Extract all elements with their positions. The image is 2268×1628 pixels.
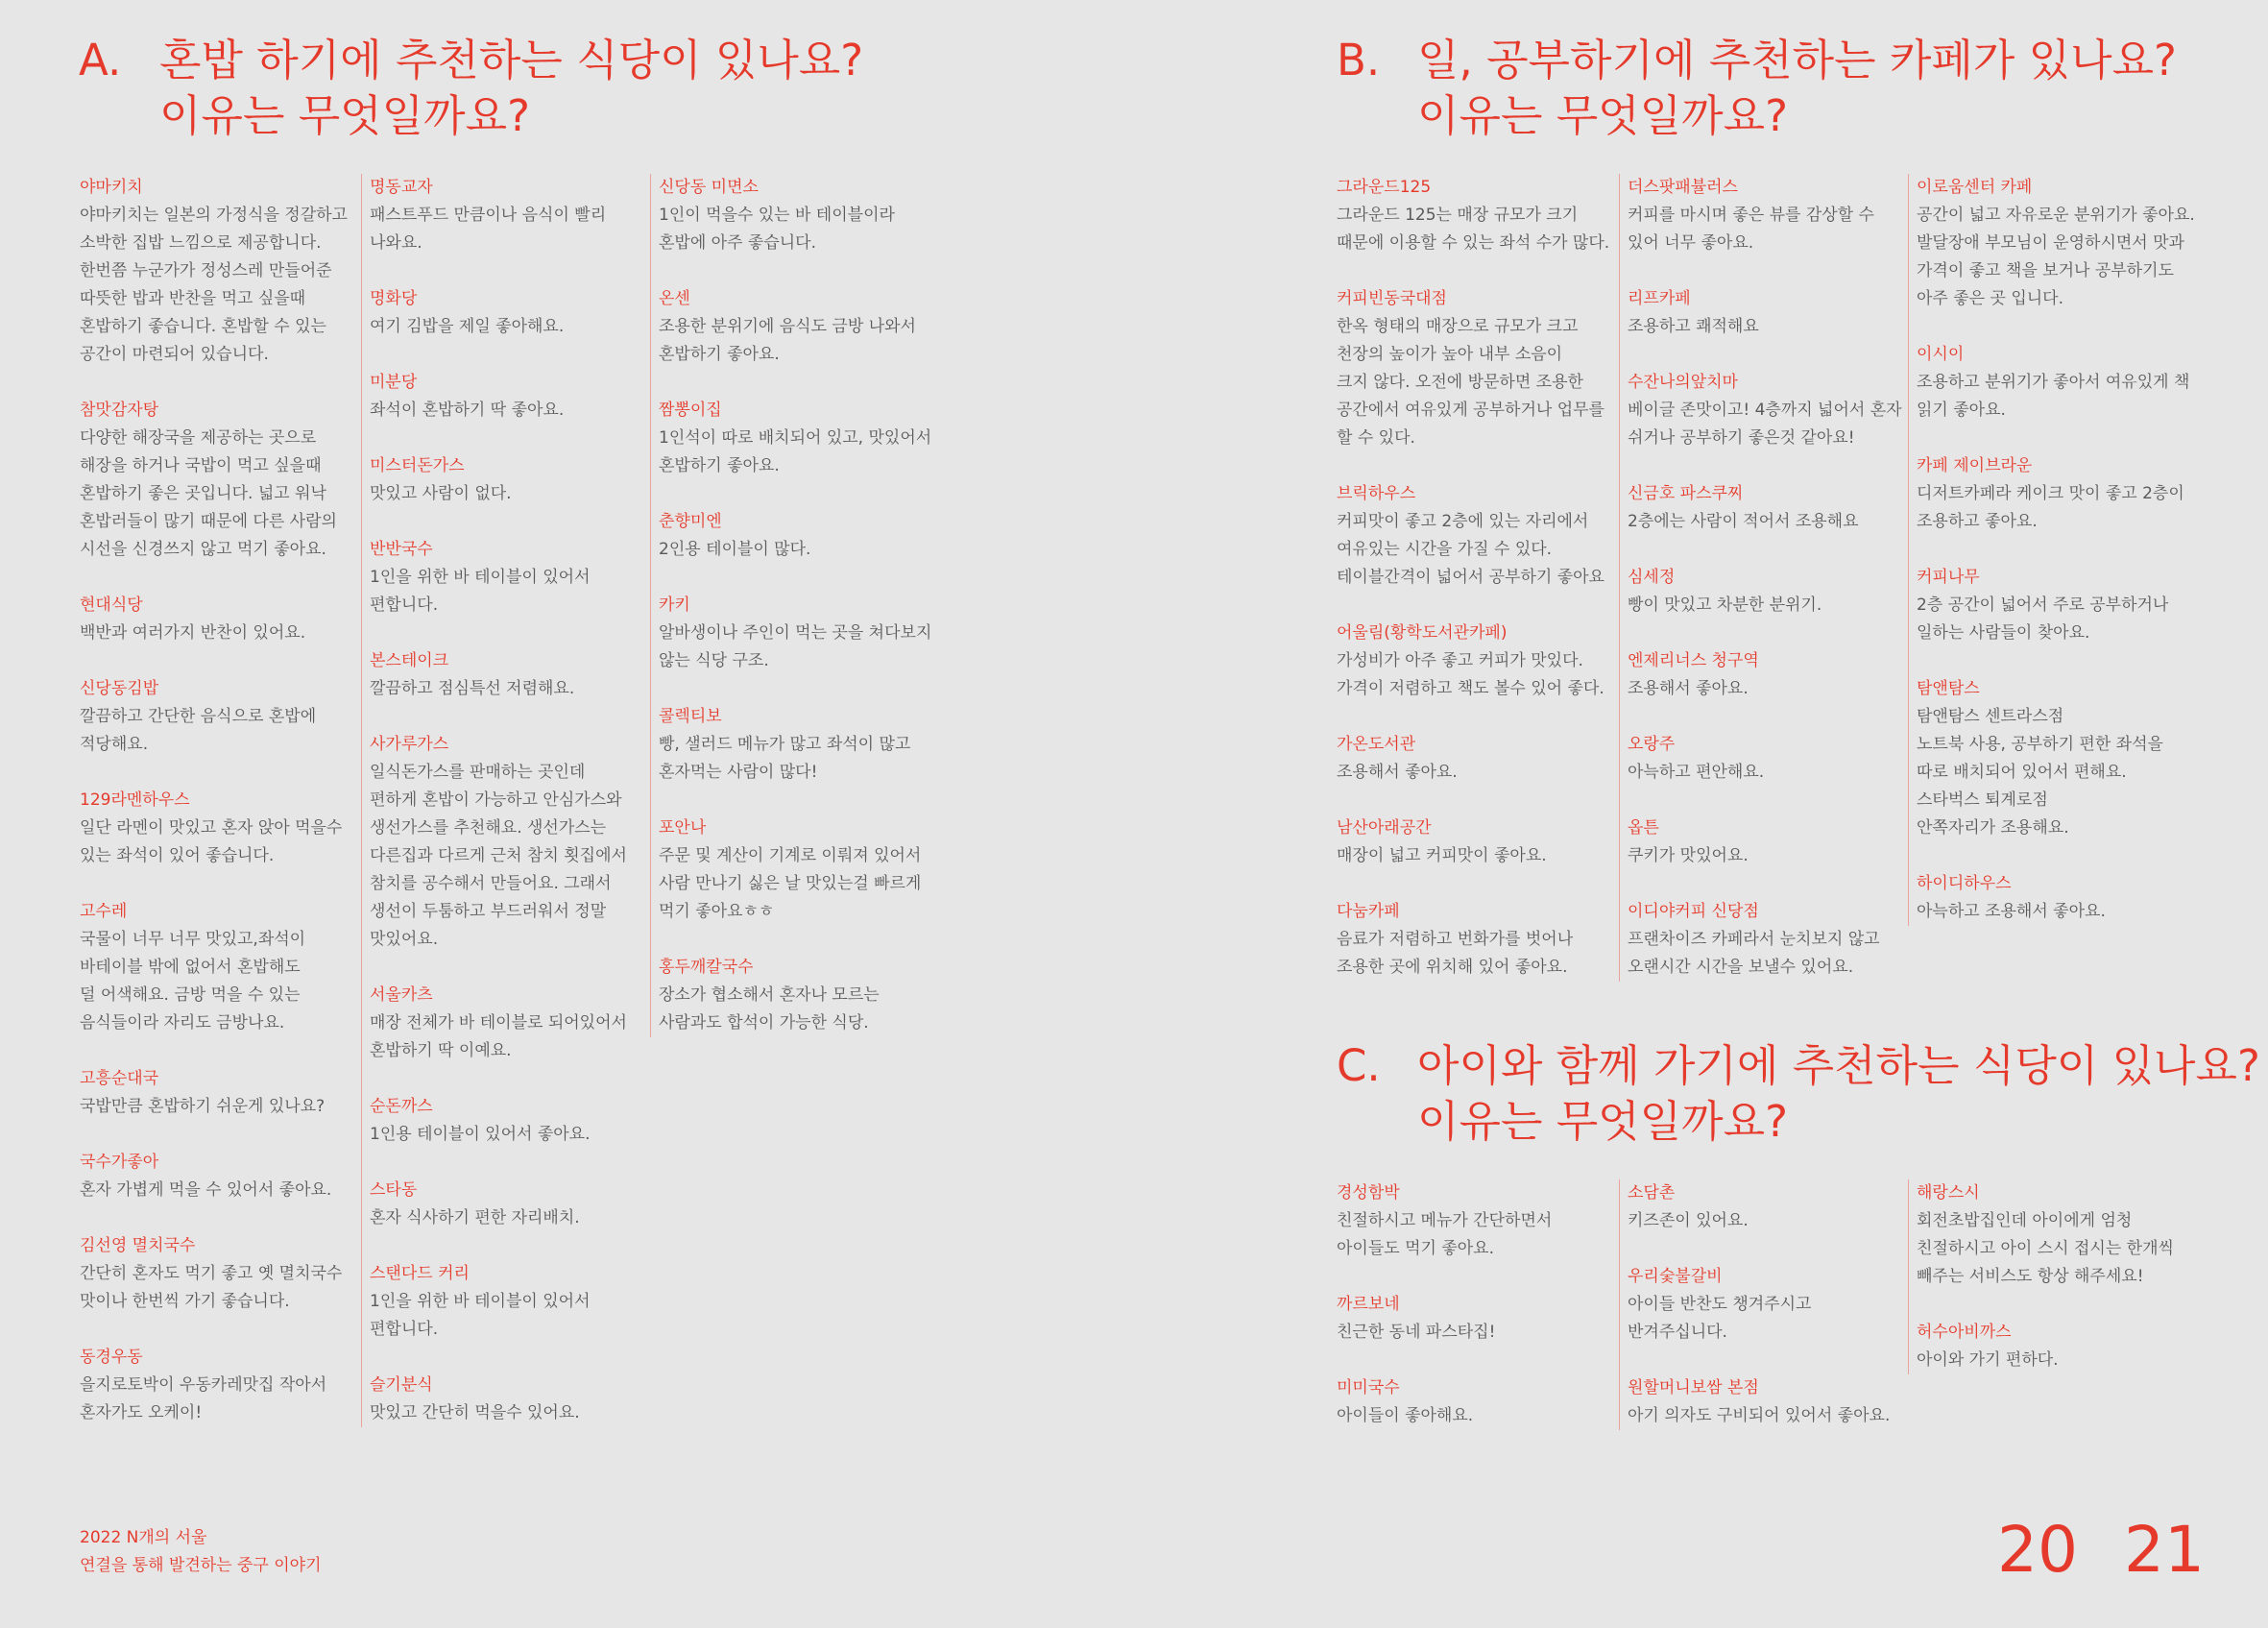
- place-name: 카키: [659, 595, 690, 615]
- place-name: 반반국수: [370, 540, 433, 559]
- recommendation-entry: [370, 285, 646, 341]
- place-description-line: 공간이 넓고 자유로운 분위기가 좋아요.: [1917, 206, 2195, 225]
- place-name: 수잔나의앞치마: [1628, 373, 1738, 392]
- place-name: 하이디하우스: [1917, 874, 2012, 893]
- place-name: 더스팟패뷸러스: [1628, 178, 1738, 197]
- place-description-line: 아이들도 먹기 좋아요.: [1337, 1239, 1495, 1258]
- place-name: 커피나무: [1917, 568, 1980, 587]
- recommendation-entry: [80, 1344, 349, 1427]
- place-description-line: 빼주는 서비스도 항상 해주세요!: [1917, 1267, 2144, 1286]
- place-name: 신당동김밥: [80, 679, 159, 698]
- place-description-line: 키즈존이 있어요.: [1628, 1211, 1749, 1230]
- place-description-line: 일하는 사람들이 찾아요.: [1917, 623, 2090, 643]
- place-description-line: 나와요.: [370, 233, 422, 253]
- place-name: 이로움센터 카페: [1917, 178, 2033, 197]
- recommendation-entry: [1917, 341, 2205, 425]
- place-description-line: 커피맛이 좋고 2층에 있는 자리에서: [1337, 512, 1589, 531]
- place-description-line: 혼자 식사하기 편한 자리배치.: [370, 1208, 580, 1227]
- section-c-column-1: [1337, 1179, 1607, 1430]
- place-description-line: 빵, 샐러드 메뉴가 많고 좌석이 많고: [659, 735, 911, 754]
- place-description-line: 혼밥하기 좋아요.: [659, 456, 780, 475]
- place-description-line: 혼밥하기 딱 이예요.: [370, 1041, 512, 1060]
- place-name: 현대식당: [80, 595, 143, 615]
- recommendation-entry: [1628, 1179, 1904, 1235]
- question-line: 일, 공부하기에 추천하는 카페가 있나요?: [1417, 35, 2177, 85]
- recommendation-entry: [370, 452, 646, 508]
- place-description-line: 친근한 동네 파스타집!: [1337, 1323, 1496, 1342]
- recommendation-entry: [659, 174, 937, 257]
- place-name: 리프카페: [1628, 289, 1691, 308]
- recommendation-entry: [1628, 1374, 1904, 1430]
- place-name: 미분당: [370, 373, 418, 392]
- place-description-line: 깔끔하고 점심특선 저렴해요.: [370, 679, 575, 698]
- section-a-column-1: [80, 174, 349, 1427]
- place-name: 오랑주: [1628, 735, 1676, 754]
- place-description-line: 친절하시고 아이 스시 접시는 한개씩: [1917, 1239, 2174, 1258]
- place-description-line: 맛있고 간단히 먹을수 있어요.: [370, 1403, 580, 1422]
- place-name: 해랑스시: [1917, 1183, 1980, 1203]
- recommendation-entry: [1628, 647, 1904, 703]
- place-description-line: 공간에서 여유있게 공부하거나 업무를: [1337, 401, 1604, 420]
- place-description-line: 테이블간격이 넓어서 공부하기 좋아요: [1337, 568, 1604, 587]
- place-description-line: 가성비가 아주 좋고 커피가 맛있다.: [1337, 651, 1583, 670]
- recommendation-entry: [1628, 564, 1904, 620]
- recommendation-entry: [80, 898, 349, 1037]
- recommendation-entry: [1628, 898, 1904, 982]
- place-description-line: 쿠키가 맛있어요.: [1628, 846, 1749, 865]
- question-line: 이유는 무엇일까요?: [1417, 1096, 1788, 1147]
- place-description-line: 디저트카페라 케이크 맛이 좋고 2층이: [1917, 484, 2184, 503]
- place-name: 우리숯불갈비: [1628, 1267, 1723, 1286]
- place-description-line: 주문 및 계산이 기계로 이뤄져 있어서: [659, 846, 922, 865]
- place-name: 남산아래공간: [1337, 818, 1432, 838]
- recommendation-entry: [1917, 1319, 2205, 1374]
- place-name: 이시이: [1917, 345, 1965, 364]
- place-description-line: 조용하고 분위기가 좋아서 여유있게 책: [1917, 373, 2190, 392]
- recommendation-entry: [370, 1260, 646, 1344]
- place-description-line: 야마키치는 일본의 가정식을 정갈하고: [80, 206, 348, 225]
- recommendation-entry: [1337, 1374, 1607, 1430]
- place-description-line: 한번쯤 누군가가 정성스레 만들어준: [80, 261, 332, 280]
- place-description-line: 아주 좋은 곳 입니다.: [1917, 289, 2063, 308]
- footer-title: 2022 N개의 서울: [80, 1528, 207, 1547]
- place-name: 짬뽕이집: [659, 401, 722, 420]
- place-description-line: 먹기 좋아요ㅎㅎ: [659, 902, 775, 921]
- place-description-line: 스타벅스 퇴계로점: [1917, 790, 2048, 810]
- place-description-line: 조용한 분위기에 음식도 금방 나와서: [659, 317, 916, 336]
- recommendation-entry: [1628, 285, 1904, 341]
- place-description-line: 소박한 집밥 느낌으로 제공합니다.: [80, 233, 322, 253]
- place-description-line: 조용하고 쾌적해요: [1628, 317, 1759, 336]
- place-name: 춘향미엔: [659, 512, 722, 531]
- place-description-line: 따뜻한 밥과 반찬을 먹고 싶을때: [80, 289, 306, 308]
- section-b-column-2: [1619, 174, 1904, 982]
- place-description-line: 조용해서 좋아요.: [1337, 763, 1458, 782]
- place-description-line: 2인용 테이블이 많다.: [659, 540, 811, 559]
- place-description-line: 아늑하고 편안해요.: [1628, 763, 1765, 782]
- recommendation-entry: [80, 592, 349, 647]
- place-description-line: 편하게 혼밥이 가능하고 안심가스와: [370, 790, 622, 810]
- place-description-line: 2층 공간이 넓어서 주로 공부하거나: [1917, 595, 2169, 615]
- place-description-line: 적당해요.: [80, 735, 149, 754]
- question-line: 혼밥 하기에 추천하는 식당이 있나요?: [159, 35, 864, 85]
- place-description-line: 혼밥하기 좋습니다. 혼밥할 수 있는: [80, 317, 326, 336]
- recommendation-entry: [1337, 285, 1607, 452]
- place-name: 경성함박: [1337, 1183, 1400, 1203]
- place-description-line: 여유있는 시간을 가질 수 있다.: [1337, 540, 1553, 559]
- recommendation-entry: [1628, 480, 1904, 536]
- place-description-line: 생선이 두툼하고 부드러워서 정말: [370, 902, 607, 921]
- section-c-column-3: [1908, 1179, 2205, 1374]
- place-description-line: 국밥만큼 혼밥하기 쉬운게 있나요?: [80, 1097, 326, 1116]
- place-description-line: 공간이 마련되어 있습니다.: [80, 345, 269, 364]
- place-description-line: 아기 의자도 구비되어 있어서 좋아요.: [1628, 1406, 1891, 1425]
- place-description-line: 2층에는 사람이 적어서 조용해요: [1628, 512, 1859, 531]
- recommendation-entry: [370, 1093, 646, 1149]
- place-name: 동경우동: [80, 1348, 143, 1367]
- recommendation-entry: [1917, 452, 2205, 536]
- recommendation-entry: [370, 647, 646, 703]
- place-description-line: 한옥 형태의 매장으로 규모가 크고: [1337, 317, 1579, 336]
- recommendation-entry: [1628, 1263, 1904, 1347]
- question-line: 이유는 무엇일까요?: [159, 90, 530, 141]
- place-name: 심세정: [1628, 568, 1676, 587]
- page-number-left: 20: [1997, 1513, 2078, 1587]
- place-description-line: 편합니다.: [370, 595, 439, 615]
- place-description-line: 매장이 넓고 커피맛이 좋아요.: [1337, 846, 1547, 865]
- place-description-line: 다양한 해장국을 제공하는 곳으로: [80, 428, 317, 448]
- question-line: 이유는 무엇일까요?: [1417, 90, 1788, 141]
- place-description-line: 일식돈가스를 판매하는 곳인데: [370, 763, 586, 782]
- place-description-line: 가격이 좋고 책을 보거나 공부하기도: [1917, 261, 2174, 280]
- place-name: 김선영 멸치국수: [80, 1236, 196, 1255]
- place-description-line: 알바생이나 주인이 먹는 곳을 쳐다보지: [659, 623, 932, 643]
- place-description-line: 백반과 여러가지 반찬이 있어요.: [80, 623, 306, 643]
- recommendation-entry: [370, 982, 646, 1065]
- recommendation-entry: [1337, 480, 1607, 592]
- recommendation-entry: [80, 397, 349, 564]
- place-description-line: 혼밥에 아주 좋습니다.: [659, 233, 817, 253]
- recommendation-entry: [370, 1372, 646, 1427]
- place-name: 홍두깨칼국수: [659, 958, 754, 977]
- recommendation-entry: [80, 1149, 349, 1204]
- recommendation-entry: [659, 592, 937, 675]
- recommendation-entry: [1337, 898, 1607, 982]
- recommendation-entry: [1337, 731, 1607, 787]
- place-name: 국수가좋아: [80, 1153, 159, 1172]
- recommendation-entry: [1628, 814, 1904, 870]
- place-description-line: 간단히 혼자도 먹기 좋고 옛 멸치국수: [80, 1264, 343, 1283]
- place-description-line: 혼자먹는 사람이 많다!: [659, 763, 818, 782]
- place-description-line: 편합니다.: [370, 1320, 439, 1339]
- place-name: 온센: [659, 289, 690, 308]
- place-name: 콜렉티보: [659, 707, 722, 726]
- recommendation-entry: [659, 397, 937, 480]
- place-description-line: 여기 김밥을 제일 좋아해요.: [370, 317, 565, 336]
- section-a-question: [159, 33, 863, 144]
- section-b-column-3: [1908, 174, 2205, 926]
- recommendation-entry: [659, 954, 937, 1037]
- place-description-line: 발달장애 부모님이 운영하시면서 맛과: [1917, 233, 2184, 253]
- place-description-line: 덜 어색해요. 금방 먹을 수 있는: [80, 985, 301, 1005]
- place-name: 미스터돈가스: [370, 456, 465, 475]
- place-description-line: 맛있어요.: [370, 930, 439, 949]
- place-description-line: 아늑하고 조용해서 좋아요.: [1917, 902, 2106, 921]
- recommendation-entry: [1337, 620, 1607, 703]
- place-description-line: 반겨주십니다.: [1628, 1323, 1727, 1342]
- place-description-line: 탐앤탐스 센트라스점: [1917, 707, 2064, 726]
- recommendation-entry: [1917, 870, 2205, 926]
- place-name: 가온도서관: [1337, 735, 1416, 754]
- place-description-line: 사람 만나기 싫은 날 맛있는걸 빠르게: [659, 874, 922, 893]
- place-name: 그라운드125: [1337, 178, 1432, 197]
- section-b-column-1: [1337, 174, 1610, 982]
- recommendation-entry: [1337, 814, 1607, 870]
- recommendation-entry: [1628, 174, 1904, 257]
- place-description-line: 패스트푸드 만큼이나 음식이 빨리: [370, 206, 607, 225]
- place-description-line: 을지로토박이 우동카레맛집 작아서: [80, 1375, 327, 1395]
- place-name: 야마키치: [80, 178, 143, 197]
- section-b-letter: B.: [1337, 35, 1381, 85]
- place-description-line: 회전초밥집인데 아이에게 엄청: [1917, 1211, 2133, 1230]
- recommendation-entry: [1337, 174, 1610, 257]
- recommendation-entry: [80, 675, 349, 759]
- section-a-letter: A.: [79, 35, 122, 85]
- place-description-line: 다른집과 다르게 근처 참치 횟집에서: [370, 846, 627, 865]
- place-name: 다눔카페: [1337, 902, 1400, 921]
- place-description-line: 1인을 위한 바 테이블이 있어서: [370, 1292, 591, 1311]
- place-description-line: 있는 좌석이 있어 좋습니다.: [80, 846, 275, 865]
- place-name: 허수아비까스: [1917, 1323, 2012, 1342]
- place-description-line: 혼자가도 오케이!: [80, 1403, 203, 1422]
- place-description-line: 국물이 너무 너무 맛있고,좌석이: [80, 930, 306, 949]
- section-c-column-2: [1619, 1179, 1904, 1430]
- place-name: 순돈까스: [370, 1097, 433, 1116]
- recommendation-entry: [659, 814, 937, 926]
- place-description-line: 맛있고 사람이 없다.: [370, 484, 512, 503]
- section-b-heading: [1337, 33, 2177, 144]
- recommendation-entry: [80, 174, 349, 369]
- section-c-heading: [1337, 1038, 2260, 1150]
- recommendation-entry: [80, 787, 349, 870]
- section-b-question: [1417, 33, 2177, 144]
- place-name: 본스테이크: [370, 651, 449, 670]
- place-description-line: 1인용 테이블이 있어서 좋아요.: [370, 1125, 591, 1144]
- place-name: 명동교자: [370, 178, 433, 197]
- place-description-line: 혼밥러들이 많기 때문에 다른 사람의: [80, 512, 337, 531]
- recommendation-entry: [1917, 564, 2205, 647]
- recommendation-entry: [659, 285, 937, 369]
- place-description-line: 좌석이 혼밥하기 딱 좋아요.: [370, 401, 565, 420]
- place-description-line: 바테이블 밖에 없어서 혼밥해도: [80, 958, 301, 977]
- place-name: 카페 제이브라운: [1917, 456, 2033, 475]
- publication-footer: [80, 1524, 322, 1580]
- place-description-line: 조용해서 좋아요.: [1628, 679, 1749, 698]
- recommendation-entry: [370, 369, 646, 425]
- recommendation-entry: [659, 703, 937, 787]
- place-description-line: 커피를 마시며 좋은 뷰를 감상할 수: [1628, 206, 1874, 225]
- place-name: 커피빈동국대점: [1337, 289, 1447, 308]
- place-description-line: 그라운드 125는 매장 규모가 크기: [1337, 206, 1579, 225]
- place-description-line: 해장을 하거나 국밥이 먹고 싶을때: [80, 456, 322, 475]
- place-description-line: 장소가 협소해서 혼자나 모르는: [659, 985, 880, 1005]
- place-description-line: 베이글 존맛이고! 4층까지 넓어서 혼자: [1628, 401, 1902, 420]
- recommendation-entry: [1337, 1291, 1607, 1347]
- recommendation-entry: [1628, 731, 1904, 787]
- place-name: 사가루가스: [370, 735, 449, 754]
- place-description-line: 있어 너무 좋아요.: [1628, 233, 1754, 253]
- recommendation-entry: [80, 1065, 349, 1121]
- place-description-line: 프랜차이즈 카페라서 눈치보지 않고: [1628, 930, 1880, 949]
- recommendation-entry: [1917, 174, 2205, 313]
- place-description-line: 빵이 맛있고 차분한 분위기.: [1628, 595, 1822, 615]
- place-name: 원할머니보쌈 본점: [1628, 1378, 1759, 1397]
- place-name: 엔제리너스 청구역: [1628, 651, 1759, 670]
- place-name: 이디야커피 신당점: [1628, 902, 1759, 921]
- place-name: 참맛감자탕: [80, 401, 159, 420]
- recommendation-entry: [370, 536, 646, 620]
- place-description-line: 혼밥하기 좋아요.: [659, 345, 780, 364]
- place-description-line: 조용한 곳에 위치해 있어 좋아요.: [1337, 958, 1568, 977]
- place-name: 슬기분식: [370, 1375, 433, 1395]
- place-description-line: 아이와 가기 편하다.: [1917, 1350, 2059, 1370]
- place-description-line: 안쪽자리가 조용해요.: [1917, 818, 2069, 838]
- place-name: 어울림(황학도서관카페): [1337, 623, 1508, 643]
- place-description-line: 혼자 가볍게 먹을 수 있어서 좋아요.: [80, 1180, 332, 1200]
- recommendation-entry: [370, 731, 646, 954]
- place-description-line: 따로 배치되어 있어서 편해요.: [1917, 763, 2127, 782]
- recommendation-entry: [1917, 675, 2205, 842]
- place-description-line: 혼밥하기 좋은 곳입니다. 넓고 워낙: [80, 484, 326, 503]
- place-name: 129라멘하우스: [80, 790, 190, 810]
- section-a-column-2: [361, 174, 646, 1427]
- place-name: 포안나: [659, 818, 707, 838]
- recommendation-entry: [370, 174, 646, 257]
- place-description-line: 읽기 좋아요.: [1917, 401, 2006, 420]
- place-description-line: 음식들이라 자리도 금방나요.: [80, 1013, 285, 1033]
- place-name: 탐앤탐스: [1917, 679, 1980, 698]
- place-description-line: 깔끔하고 간단한 음식으로 혼밥에: [80, 707, 317, 726]
- place-name: 고수레: [80, 902, 128, 921]
- place-description-line: 사람과도 합석이 가능한 식당.: [659, 1013, 869, 1033]
- place-description-line: 1인이 먹을수 있는 바 테이블이라: [659, 206, 895, 225]
- place-description-line: 음료가 저렴하고 번화가를 벗어나: [1337, 930, 1574, 949]
- place-description-line: 오랜시간 시간을 보낼수 있어요.: [1628, 958, 1854, 977]
- place-description-line: 1인석이 따로 배치되어 있고, 맛있어서: [659, 428, 932, 448]
- place-name: 고흥순대국: [80, 1069, 159, 1088]
- place-description-line: 천장의 높이가 높아 내부 소음이: [1337, 345, 1563, 364]
- recommendation-entry: [1337, 1179, 1607, 1263]
- section-c-question: [1417, 1038, 2260, 1150]
- place-name: 옵튼: [1628, 818, 1659, 838]
- section-a-column-3: [650, 174, 937, 1037]
- question-line: 아이와 함께 가기에 추천하는 식당이 있나요?: [1417, 1040, 2260, 1091]
- place-name: 서울카츠: [370, 985, 433, 1005]
- place-description-line: 아이들 반찬도 챙겨주시고: [1628, 1295, 1812, 1314]
- place-description-line: 아이들이 좋아해요.: [1337, 1406, 1474, 1425]
- place-description-line: 가격이 저렴하고 책도 볼수 있어 좋다.: [1337, 679, 1604, 698]
- place-name: 스탠다드 커리: [370, 1264, 470, 1283]
- recommendation-entry: [1628, 369, 1904, 452]
- place-name: 신당동 미면소: [659, 178, 759, 197]
- place-description-line: 생선가스를 추천해요. 생선가스는: [370, 818, 607, 838]
- place-description-line: 일단 라멘이 맛있고 혼자 앉아 먹을수: [80, 818, 343, 838]
- recommendation-entry: [659, 508, 937, 564]
- place-description-line: 크지 않다. 오전에 방문하면 조용한: [1337, 373, 1583, 392]
- place-name: 미미국수: [1337, 1378, 1400, 1397]
- place-name: 스타동: [370, 1180, 418, 1200]
- place-name: 까르보네: [1337, 1295, 1400, 1314]
- footer-subtitle: 연결을 통해 발견하는 중구 이야기: [80, 1556, 322, 1575]
- place-description-line: 노트북 사용, 공부하기 편한 좌석을: [1917, 735, 2163, 754]
- place-description-line: 시선을 신경쓰지 않고 먹기 좋아요.: [80, 540, 326, 559]
- recommendation-entry: [1917, 1179, 2205, 1291]
- section-c-letter: C.: [1337, 1040, 1381, 1091]
- place-name: 브릭하우스: [1337, 484, 1416, 503]
- place-name: 소담촌: [1628, 1183, 1676, 1203]
- place-description-line: 때문에 이용할 수 있는 좌석 수가 많다.: [1337, 233, 1610, 253]
- recommendation-entry: [80, 1232, 349, 1316]
- place-description-line: 쉬거나 공부하기 좋은것 같아요!: [1628, 428, 1855, 448]
- recommendation-entry: [370, 1177, 646, 1232]
- place-description-line: 않는 식당 구조.: [659, 651, 769, 670]
- place-name: 신금호 파스쿠찌: [1628, 484, 1744, 503]
- place-description-line: 할 수 있다.: [1337, 428, 1415, 448]
- section-a-heading: [79, 33, 863, 144]
- place-description-line: 친절하시고 메뉴가 간단하면서: [1337, 1211, 1553, 1230]
- place-description-line: 맛이나 한번씩 가기 좋습니다.: [80, 1292, 290, 1311]
- place-description-line: 조용하고 좋아요.: [1917, 512, 2038, 531]
- page-number-right: 21: [2124, 1513, 2205, 1587]
- place-name: 명화당: [370, 289, 418, 308]
- place-description-line: 매장 전체가 바 테이블로 되어있어서: [370, 1013, 627, 1033]
- place-description-line: 참치를 공수해서 만들어요. 그래서: [370, 874, 612, 893]
- place-description-line: 1인을 위한 바 테이블이 있어서: [370, 568, 591, 587]
